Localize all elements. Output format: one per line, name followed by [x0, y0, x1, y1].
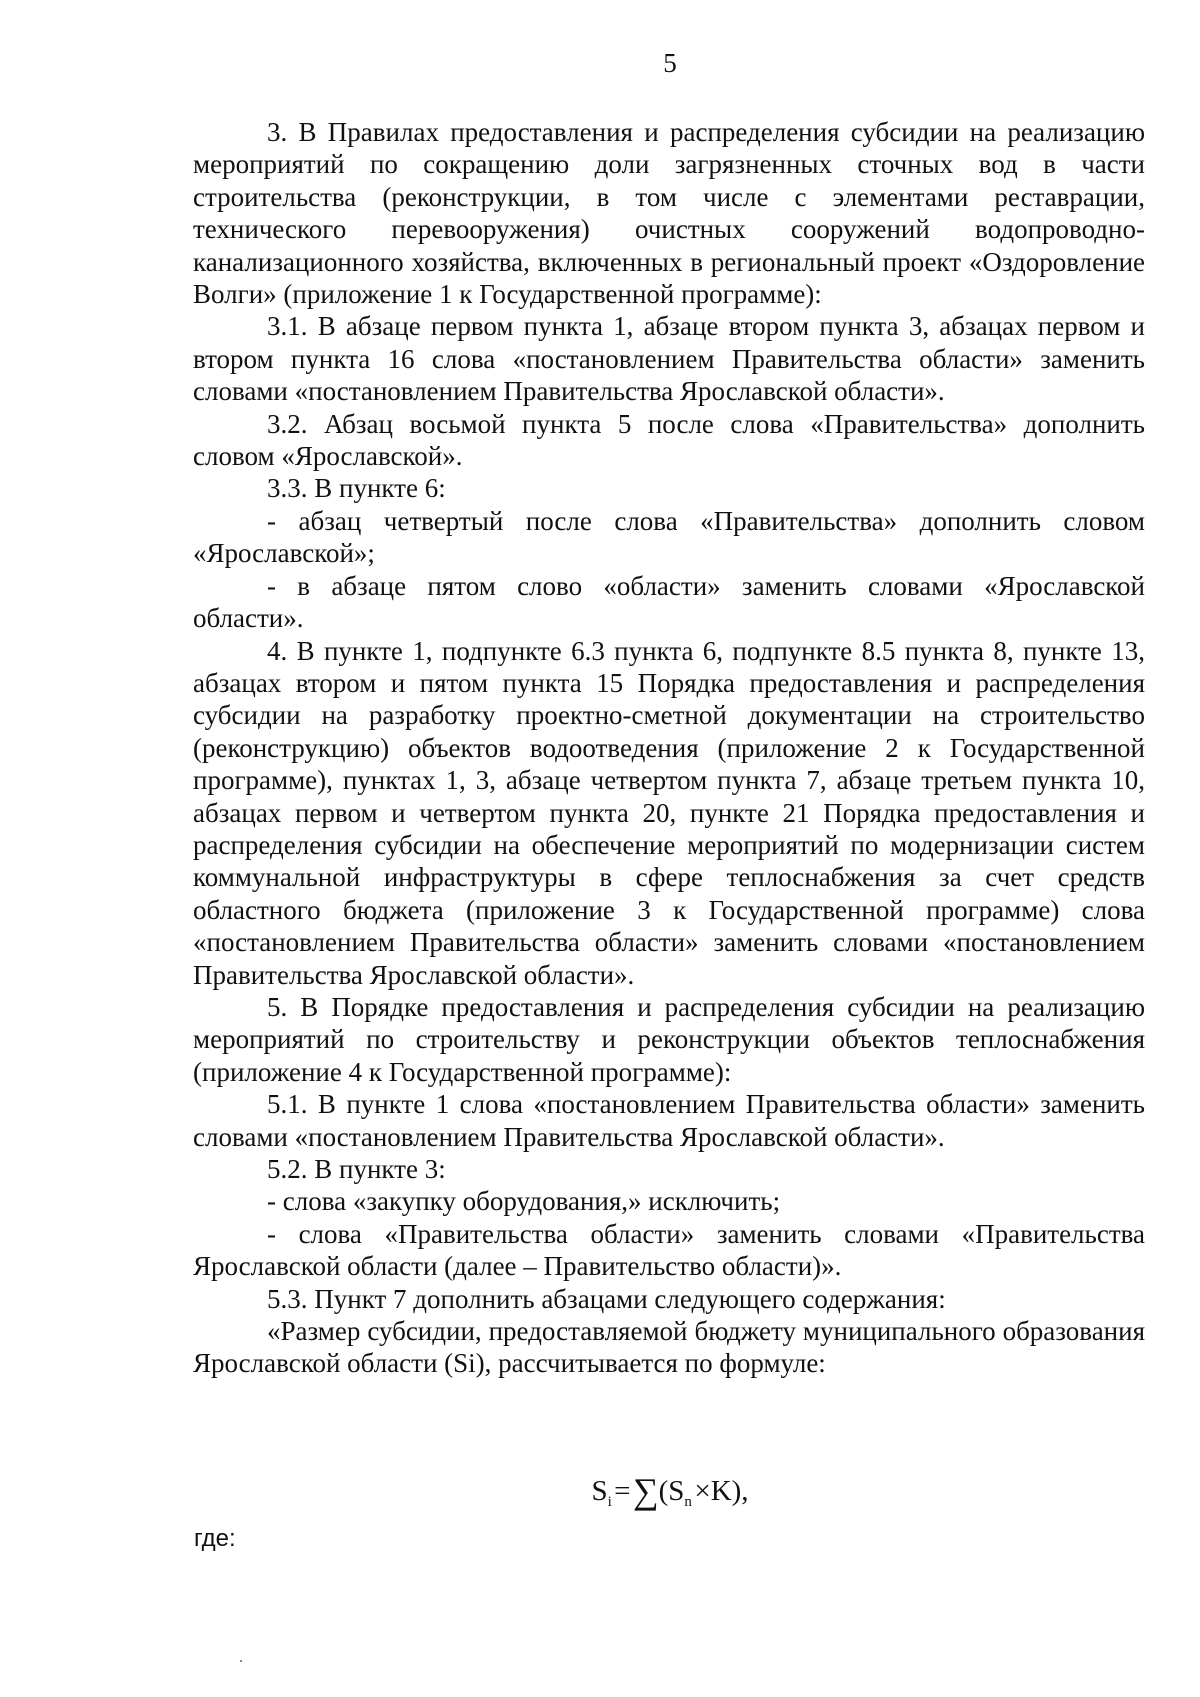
- subsidy-formula: [0, 1470, 1200, 1512]
- paragraph-3-2: 3.2. Абзац восьмой пункта 5 после слова «Правительства» дополнить словом «Ярославской».: [193, 408, 1145, 472]
- document-body: [193, 116, 1145, 1380]
- paragraph-4: 4. В пункте 1, подпункте 6.3 пункта 6, подпункте 8.5 пункта 8, пункте 13, абзацах втором и пятом пункта 15 Порядка предоставления и распределения субсидии на разработку проектно-сметной документации на строительство (реконструкцию) объектов водоотведения (приложение 2 к Государственной программе), пунктах 1, 3, абзаце четвертом пункта 7, абзаце третьем пункта 10, абзацах первом и четвертом пункта 20, пункте 21 Порядка предоставления и распределения субсидии на обеспечение мероприятий по модернизации систем коммунальной инфраструктуры в сфере теплоснабжения за счет средств областного бюджета (приложение 3 к Государственной программе) слова «постановлением Правительства области» заменить словами «постановлением Правительства Ярославской области».: [193, 635, 1145, 990]
- paragraph-5: 5. В Порядке предоставления и распределения субсидии на реализацию мероприятий по строительству и реконструкции объектов теплоснабжения (приложение 4 к Государственной программе):: [193, 991, 1145, 1087]
- formula-equals: =: [614, 1475, 631, 1507]
- paragraph-5-3: 5.3. Пункт 7 дополнить абзацами следующего содержания:: [267, 1283, 946, 1314]
- paragraph-5-2-item-2: - слова «Правительства области» заменить словами «Правительства Ярославской области (далее – Правительство области)».: [193, 1218, 1145, 1282]
- paragraph-3-3-item-2: - в абзаце пятом слово «области» заменить словами «Ярославской области».: [193, 570, 1145, 634]
- paragraph-3-1: 3.1. В абзаце первом пункта 1, абзаце втором пункта 3, абзацах первом и втором пункта 16 слова «постановлением Правительства области» заменить словами «постановлением Правительства Ярославской области».: [193, 311, 1145, 407]
- formula-lhs-subscript: i: [607, 1494, 612, 1510]
- formula-rest: ×K),: [694, 1475, 749, 1507]
- paragraph-5-2-item-1: - слова «закупку оборудования,» исключить;: [267, 1186, 781, 1217]
- where-label: где:: [194, 1525, 236, 1552]
- paragraph-5-3-quote: «Размер субсидии, предоставляемой бюджету муниципального образования Ярославской области (Si), рассчитывается по формуле:: [193, 1316, 1145, 1379]
- paragraph-3-3: 3.3. В пункте 6:: [267, 473, 446, 504]
- formula-term-subscript: n: [684, 1494, 692, 1510]
- formula-lhs: S: [591, 1475, 608, 1507]
- scan-speck: [240, 1660, 242, 1662]
- formula-sum-symbol: ∑: [632, 1471, 659, 1511]
- paragraph-3-3-item-1: - абзац четвертый после слова «Правительства» дополнить словом «Ярославской»;: [193, 505, 1145, 569]
- formula-open: (S: [658, 1475, 685, 1507]
- paragraph-3: 3. В Правилах предоставления и распределения субсидии на реализацию мероприятий по сокращению доли загрязненных сточных вод в части строительства (реконструкции, в том числе с элементами реставрации, технического перевооружения) очистных сооружений водопроводно-канализационного хозяйства, включенных в региональный проект «Оздоровление Волги» (приложение 1 к Государственной программе):: [193, 117, 1145, 310]
- paragraph-5-2: 5.2. В пункте 3:: [267, 1154, 446, 1184]
- paragraph-5-1: 5.1. В пункте 1 слова «постановлением Правительства области» заменить словами «постановлением Правительства Ярославской области».: [193, 1089, 1145, 1152]
- page-number: 5: [663, 48, 677, 78]
